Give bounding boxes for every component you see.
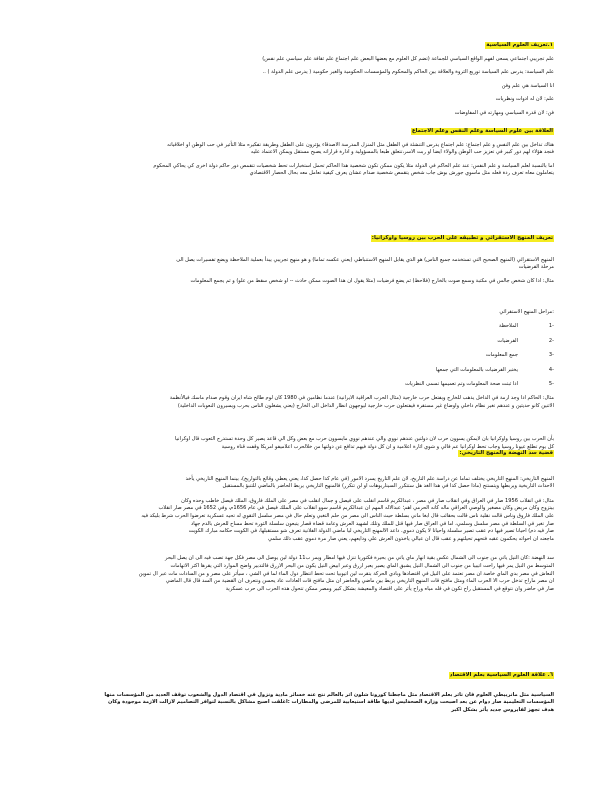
text-line: النعاش في مصر بدي الماي خاصة ان مصر تعتمد على النيل في اقتصادها وبادي الحركة بتقرت لين اتيوبيا تحت تحط انتظار دول الماء لما في الشي ، سيأثر على مصر و من السادات مات عبر ال تموين: [138, 570, 554, 577]
text-line: بأن الحرب بين روسيا واوكرانيا بان لايمكن يسوون حرب لان دولتين عندهم نووي والي عندهم نووي مايسوون حرب مع بعض وكل الي قاعد يصير كل وحدة تستدرج الثعوب قال اوكرانيا: [174, 436, 554, 443]
text-line: ماجعنه ان احواته يحكمون عقبه فتحهم تحيلتهم و عقب قال ان عيالي ياخذون العرش علي ودايعهم، يعني صار مرة دموي عقب ذلك سلمي: [268, 535, 554, 542]
list-item: [56, 381, 554, 389]
text-line: صار تغير في السلطة في مصر سلسل وسلمي، اما في العراق صار فيها قتل للملك وتلك لشهيد العرش وعامة قضاة قصار يتبعون سلسلة الثورة تحط مساح للعرش بالدم جهاد: [190, 520, 554, 527]
list-item: [56, 367, 554, 375]
section-economics: [56, 672, 554, 714]
section-heading: ١.تعريف العلوم السياسية: [486, 42, 553, 48]
list-text: يختبر الفرضيات بالمعلومات التي جمعها: [435, 366, 518, 373]
text-line: اما بالنسبة لعلم السياسة و علم النفس: عند علم الحاكم في الدولة مثلا يكون ممكن تكون شخصية هذا الحاكم تحمل استخبارات تحط شخصيات تتقمص دور حاكم دولة اخرى كي يحاكي المحكوم: [153, 162, 554, 169]
text-line: علم تجريبي اجتماعي يسعى لفهم الواقع السياسي للجماعة (تضم كل العلوم مع بعضها البعض علم اجتماع علم ثقافة علم سياسي علم نفس): [262, 55, 554, 62]
text-line: المؤسسات التعليمية صار دوام عن بعد اصبحت وزارة الصحةليس لديها طاقة استيعابية للمرضى والمطارات :اغلقت اصبح مشاكل بالنسبة لتوافر التصاميم لازالت الازمة موجودة وكان: [108, 699, 554, 706]
text-line: الاثنين كانو حديثين و عندهم تغير نظام داخلي واوضاع غير مستقرة فيفتعلون حرب خارجية ليوجهون انظار الداخل الى الخارج (يعني يشغلون الناس بحرب ويسيرون النعوبات الداخلية): [177, 402, 554, 409]
text-line: مثال: في انقلاب 1956 صار في العراق وفي انقلاب صار في مصر ، عبدالكريم قاسم انقلب على فيصل و جمال انقلب في مصر على الملك فاروق، الملك فيصل خاطب وحده وكان: [181, 497, 554, 504]
text-line: هناك تداخل بين علم النفس و علم اجتماع: علم اجتماع يدرس التنشئة في الطفل مثل المنزل المدرسة الاصدقاء يؤثرون على الطفل وطريقة تفكيره مثلا التأثير في حب الوطن او اخلاقياته: [167, 141, 554, 148]
text-line: بيتزوج وكان مريض وكان مصغير والوصي العراقي ماله كانه الحرمي اهم؛ عبدالاله المهم ان عبدالكريم قاسم سوو انقلاب على الملك فيصل في عام 1656م، وفي 1652 في مصر صار انقلاب: [158, 505, 554, 512]
list-item: [56, 338, 554, 346]
list-item: [56, 323, 554, 331]
section-inductive-method: [56, 235, 554, 451]
text-line: مثال: الحاكم اذا وجد ازمة في الداخل يذهب للخارج ويفتعل حرب خارجية (مثال الحرب العراقية الايرانية) عندما نظامين في 1980 كان لوم طائح شاه ايران وقوم صدام ماسك فيالأنظمة: [169, 394, 554, 401]
text-line: صار في حاضر وان نتوقع في المستقبل راح تكون في فله مياه وراح يأثر على اقتصاد والمعيشة بشكل كبير ومصر ممكن تتحول هذه الحرب الى حرب عسكرية: [225, 585, 554, 592]
text-line: سد النهضة :كان النيل ياتي من جنوب الى الشمال عكس بقية انهار ماي ياتي من بحيرة فكتوريا تنزل فيها امطار ويمر ب11 دولة لين يوصل الى مصر فكل جهة تصب فيه الى ان يصل البحر: [165, 555, 554, 562]
list-number: -1: [548, 322, 554, 329]
section-renaissance-dam: [56, 450, 554, 593]
text-line: انا السياسة هي علم وفن: [501, 82, 554, 89]
text-line: المتوسط من النيل يمر فيها راحت اتيبيا من جنوب الى الشمال النيل يشبق الماي يصير يعبر ازرق وعبر ابيض النيل يكون من البحر الازرق فالتدبير واضح الموارد التي يقرها اكثر الاتهامات: [170, 562, 554, 569]
text-line: السياسية مثل ماتربيطي العلوم فان تاثر بعلم الاقتصاد مثل ماجطنا كورونا شلون اثر بالعالم نتج عنه خسائر مادية ونزول في اقتصاد الدول والشعوب توقف العديد من المؤسسات منها: [104, 691, 554, 698]
text-line: الاحداث التاريخية ويربطها ويتسنتج (ماذا حصل كذا في هذا الغد هل ستتكرر السيناريوهات او لن تتكرر) فالمنهج التاريخي يربط الحاضر بالماضي للتنبؤ بالمستقبل: [222, 483, 554, 490]
section-heading: تعريف المنهج الاستقرائي و تطبيقه على الحرب بين روسيا واوكرانيا:: [371, 235, 553, 241]
text-line: ان مصر ماراح تدخل حرب الا الحرب الماء ومثل مافتح قات المنهج التاريخي يربط بين ماضي والحاضر ان مثل مافتح قات العادات عاد يحسن ونتعرف ان القضية من السد قال قال الماضي: [165, 578, 554, 585]
list-number: -4: [548, 366, 554, 373]
section-political-science: [56, 42, 554, 118]
steps-heading: :مراحل المنهج الاستقرائي: [499, 309, 554, 316]
section-heading: قضية سد النهضة والمنهج التاريخي:: [459, 450, 553, 456]
text-line: فنجد هؤلاء لهم دور كبير في تعزيز حب الوطن والولاء ايضا او ربت الاسر،تتعلق طبعا بالمسؤولية و ادارة قراراته يصبح مستقل ويمكن الاعتماد عليه: [250, 149, 554, 156]
steps-list: [56, 323, 554, 389]
text-line: علم السياسة: يدرس علم السياسة توزيع الثروة والعلاقة بين الحاكم والمحكوم والمؤسسات الحكومية والغير حكومية ( يدرس علم الدولة ) ..: [262, 69, 554, 76]
text-line: هدف تجهز لفايروس جديد يأثر بشكل اكبر: [451, 706, 554, 713]
section-heading: العلاقة بين علوم السياسة وعلم النفس وعلم الاجتماع: [411, 128, 553, 134]
text-line: فن: لان قدرة السياسي ومهارته في المفاوضات: [454, 109, 554, 116]
list-text: اذا ثبتت صحة المعلومات وتم تعميمها تسمى النظريات: [405, 381, 518, 388]
text-line: المنهج الاستقرائي (المنهج الصحيح التي تستخدمه جميع الناس) هو الذي يقابل المنهج الاستنباطي (يعني عكسه تماما) و هو منهج تجريبي يبدأ بعملية الملاحظة ويضع تفسيرات يصل الى: [176, 256, 554, 263]
list-number: -3: [548, 352, 554, 359]
section-psychology-sociology: [56, 128, 554, 178]
text-line: كل يوم تطلع عيونا روسيا وجاب تحط اوكرانيا عم فالي و شوي اثارة اعلامية و ان كل دولة فيهم تدافع عن دولتها من خلالحرب اعلاميفو امريكا وقفت قناة روسية: [221, 443, 554, 450]
list-number: -5: [548, 381, 554, 388]
text-line: علم: لان له ادوات ونظريات: [495, 96, 554, 103]
list-number: -2: [548, 337, 554, 344]
text-line: يتعاملون معاه تعرف ردة فعله مثل ماسوي جورش بوش جاب شخص يتقمص شخصية صدام عشان يعرف كيفية تعامل معه بحال الحصار الاقتصادي: [249, 170, 554, 177]
section-heading: ٦. علاقة العلوم السياسية بعلم الاقتصاد: [449, 672, 553, 678]
text-line: على الملك فاروق وناس قالت نقلية ناس قالت بحقائب قال ابغا ماني بسلطة حيث الناس الى مصر من حلم التغبي وتعلم حال في مصر سلسل التقوي له تحيه عسكرية تعرضوا الحرب شرط بليكد فيه: [141, 512, 554, 519]
text-line: المنهج التاريخي: المنهج التاريخي يختلف تماما عن دراسة علم التاريخ، لان علم التاريخ يسرد الامور (في عام كذا حصل كذا، يعني يعطي وقائع بالتواريخ)، بينما المنهج التاريخي يأخذ: [185, 475, 554, 482]
text-line: مرحلة الفرضيات: [518, 264, 554, 271]
list-text: جمع المعلومات: [485, 352, 518, 359]
list-text: الملاحظة: [498, 322, 518, 329]
list-item: [56, 352, 554, 360]
text-line: مثال: اذا كان شخص جالس في مكتبة وسمع صوت بالخارج (فلاحظ) ثم يضع فرضيات (مثلا يقول ان هذا الصوت ممكن حادث -- او شخص سقط من علو) و ثم يجمع المعلومات: [190, 277, 554, 284]
list-text: الفرضيات: [497, 337, 518, 344]
text-line: صار فيه دم) احيانا تصير فيها دم عقب تصير سلسلة واحيانا لا يكون دموي. داعد الالمهنج التاريخي ليا ماضي الدولة الفلانية تعرف شو مستقبلها، في الكويت حكامه مبارك الكويت: [188, 528, 554, 535]
